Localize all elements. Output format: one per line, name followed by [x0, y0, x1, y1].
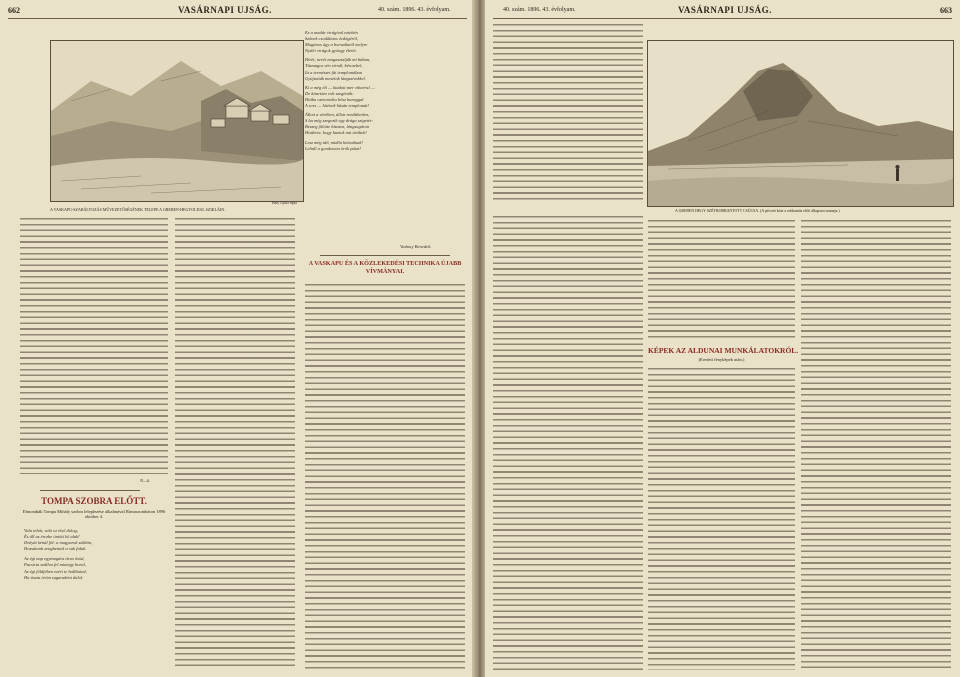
poem-line: Ki a még élt — kiadott mer viharral —: [305, 84, 375, 90]
poem-line: Ez a madár virágival eztehén: [305, 30, 358, 35]
tompa-section-subtitle: Elmondták Tompa Mihály szobra leleplezése alkalmával Rimaszombaton 1896 október 4.: [22, 509, 166, 519]
illustration-credit: Háry Gyula rajza: [272, 201, 297, 205]
tompa-poem: [24, 528, 168, 658]
poem-line: A sors — hitének húsán templomát!: [305, 103, 370, 109]
poem-line: Ha tiszta öröm sugaraként dalol.: [24, 574, 84, 580]
poem-line: Lesz még idő, midőn kiáradnak!: [305, 139, 363, 145]
poem-line: Hirdetve, hogy haztok mit ürültek!: [305, 130, 367, 136]
poem-line: Hiába ostromolta bősz haraggal: [305, 96, 364, 102]
poem-line: Itt a természet fái templomában: [305, 69, 362, 75]
left-page: [0, 0, 475, 677]
right-page: [485, 0, 960, 677]
aldunai-article-text: [648, 366, 795, 670]
right-page-title: VASÁRNAPI UJSÁG.: [678, 5, 772, 15]
right-page-top-text: [493, 22, 643, 202]
left-illustration-caption: A VASKAPU-SZABÁLYOZÁS MŰVEZETŐSÉGÉNEK TELEPE A GREBEN-HEGYOLDAL SZIKLÁIN.: [50, 207, 226, 212]
left-page-header: [8, 6, 467, 19]
right-page-middle-top: [648, 218, 795, 338]
right-page-left-column: [493, 214, 643, 670]
right-page-right-column: [801, 218, 951, 670]
poem-line: Hírét, nevét magasztalják mi búban,: [305, 57, 371, 63]
poem-line: Ibolyát kénál föl: a magyarok sziklán,: [24, 540, 93, 546]
construction-camp-illustration: [50, 40, 304, 202]
right-page-number: 663: [940, 6, 952, 15]
section-divider-2: [320, 255, 450, 256]
greben-mountain-illustration: [647, 40, 954, 207]
right-page-issue: 40. szám. 1896. 43. évfolyam.: [503, 7, 576, 13]
poem-line: Az égi nap egymagára árva ősöd,: [24, 556, 85, 562]
poem-line: Pacsirta szállva fel mintegy borul,: [24, 562, 86, 568]
poem-line: Tűzmagos vén sírnál, bérczekel,: [305, 63, 363, 69]
poem-line: Vala tehát, való ez első dolog,: [24, 528, 78, 533]
vaskapu-article-text: [305, 282, 465, 670]
poem-line: Lehull a gondonem örök pászt!: [305, 145, 361, 151]
poem-line: És áll az érczbe öntött kő alak!: [24, 534, 80, 540]
poem-line: Az égi földjében ezért te hallhatod,: [24, 568, 87, 574]
tompa-section-title: TOMPA SZOBRA ELŐTT.: [41, 496, 147, 506]
poem-line: De kitartóm volt szegénült:: [305, 90, 354, 96]
poem-line: Gyújtották meséink lángszívekkel.: [305, 75, 366, 81]
aldunai-section-subtitle: (Eredeti fényképek után.): [698, 357, 745, 362]
poem-line: Magános úgy a borszálatól melyre: [305, 42, 368, 48]
poem-line: Nyúló virágok gyöngy életét.: [305, 48, 357, 54]
article-signature: N—k.: [140, 478, 151, 483]
left-column-text: [20, 216, 168, 474]
poem-line: Hozsánnát zenghetnek a vak falak.: [24, 546, 87, 552]
vadnay-signature: Vadnay Benedek.: [400, 244, 432, 249]
poem-line: Bezzeg fölötte hízatva, lángsugáron: [305, 124, 370, 130]
vadnay-poem: [305, 30, 465, 250]
section-divider: [40, 490, 140, 491]
vaskapu-section-title: A VASKAPU ÉS A KÖZLEKEDÉSI TECHNIKA ÚJABB VÍVMÁNYAI.: [308, 260, 462, 275]
left-page-issue: 40. szám. 1896. 43. évfolyam.: [378, 7, 451, 13]
poem-line: Állott a vérében, állott rendíthetlen,: [305, 112, 370, 118]
poem-line: S ha még szegezik egy drága szigetér:: [305, 118, 374, 124]
right-illustration-caption: A GREBEN HEGY SZÉTROBBANTOTT CSÚCSA. (A pécsett közt a robbantás előtt állapotot mutatja.): [675, 209, 840, 213]
right-page-header: [493, 6, 952, 19]
center-column-text: [175, 216, 295, 668]
aldunai-section-title: KÉPEK AZ ALDUNAI MUNKÁLATOKRÓL.: [648, 346, 799, 355]
left-page-number: 662: [8, 6, 20, 15]
poem-line: Szőnek csodálatos ördögéről,: [305, 36, 358, 42]
left-page-title: VASÁRNAPI UJSÁG.: [178, 5, 272, 15]
